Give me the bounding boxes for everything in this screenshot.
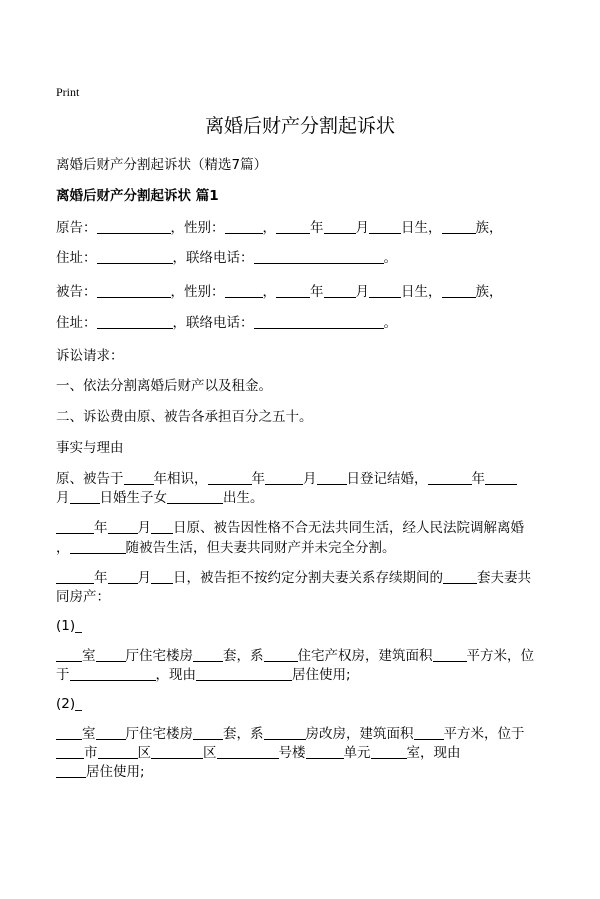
blank-year: [276, 219, 310, 234]
blank: [70, 539, 126, 554]
blank-month: [324, 219, 356, 234]
plaintiff-info-line: 原告： ，性别： ， 年 月 日生， 族，: [56, 220, 503, 236]
address-label: 住址：: [56, 315, 97, 331]
item-1-line-1: [56, 646, 560, 666]
text: 区: [203, 745, 217, 761]
plaintiff-address-line: [56, 248, 560, 268]
text: 年相识，: [153, 471, 208, 487]
defendant-info-line: 被告： ，性别： ， 年 月 日生， 族，: [56, 284, 503, 300]
text: 厅住宅楼房: [125, 726, 193, 742]
blank: [265, 470, 303, 485]
plaintiff-label: 原告：: [56, 220, 97, 236]
ethnicity-label: 族，: [475, 284, 503, 300]
blank: [371, 744, 407, 759]
text: 原、被告于: [56, 471, 124, 487]
blank: [414, 725, 444, 740]
blank: [151, 569, 173, 584]
claims-heading: 诉讼请求：: [56, 348, 124, 364]
blank: [264, 647, 298, 662]
blank-day: [369, 219, 401, 234]
text: 住宅产权房，建筑面积: [297, 648, 433, 664]
item-2-line-1: [56, 724, 560, 744]
facts-3-line-2: 同房产：: [56, 589, 110, 605]
subtitle: 离婚后财产分割起诉状（精选7篇）: [56, 157, 268, 173]
end-mark: 。: [383, 250, 397, 266]
blank: [56, 744, 84, 759]
blank: [196, 666, 292, 681]
text: 月: [56, 490, 70, 506]
ethnicity-label: 族，: [475, 220, 503, 236]
blank: [151, 519, 173, 534]
blank-month: [324, 283, 356, 298]
blank-gender: [225, 283, 263, 298]
blank-plaintiff-name: [97, 219, 171, 234]
year-label: 年: [310, 220, 324, 236]
text: ，现由: [155, 667, 196, 683]
blank-phone: [254, 249, 384, 264]
text: 日原、被告因性格不合无法共同生活，经人民法院调解离婚: [173, 520, 524, 536]
blank: [108, 569, 138, 584]
blank: [124, 470, 154, 485]
text: 月: [303, 471, 317, 487]
birth-label: 日生，: [401, 284, 442, 300]
blank: [317, 470, 347, 485]
item-1-line-2: [56, 665, 560, 685]
defendant-address-line: [56, 313, 560, 333]
blank: [443, 569, 477, 584]
blank: [428, 470, 472, 485]
text: 号楼: [278, 745, 306, 761]
text: 平方米，位: [466, 648, 534, 664]
text: 市: [84, 745, 98, 761]
facts-heading: 事实与理由: [56, 440, 124, 456]
blank: [108, 519, 138, 534]
blank: [217, 744, 279, 759]
month-label: 月: [355, 284, 369, 300]
text: 日登记结婚，: [346, 471, 428, 487]
blank: [96, 725, 126, 740]
claim-2: 二、诉讼费由原、被告各承担百分之五十。: [56, 409, 313, 425]
phone-label: ，联络电话：: [172, 315, 254, 331]
blank-gender: [225, 219, 263, 234]
blank-ethnicity: [442, 283, 476, 298]
item-2-line-3: [56, 762, 560, 782]
blank: [485, 470, 517, 485]
blank: [193, 647, 223, 662]
blank: [56, 725, 82, 740]
gender-label: ，性别：: [170, 284, 225, 300]
text: 平方米，位于: [443, 726, 525, 742]
text: ，: [56, 540, 70, 556]
blank: [208, 470, 252, 485]
blank: [70, 489, 100, 504]
phone-label: ，联络电话：: [172, 250, 254, 266]
facts-3-line-1: [56, 568, 560, 588]
text: 区: [137, 745, 151, 761]
text: 于: [56, 667, 70, 683]
blank: [56, 569, 94, 584]
text: 月: [137, 520, 151, 536]
section-heading: 离婚后财产分割起诉状 篇1: [56, 188, 219, 204]
facts-1-line-1: [56, 469, 560, 489]
blank-year: [276, 283, 310, 298]
page-title: 离婚后财产分割起诉状: [204, 115, 395, 137]
text: 随被告生活，但夫妻共同财产并未完全分割。: [125, 540, 396, 556]
blank-ethnicity: [442, 219, 476, 234]
text: 室: [82, 726, 96, 742]
gender-label: ，性别：: [170, 220, 225, 236]
blank: [193, 725, 223, 740]
facts-2-line-2: [56, 538, 560, 558]
text: 室: [82, 648, 96, 664]
claim-1: 一、依法分割离婚后财产以及租金。: [56, 378, 272, 394]
blank: [56, 763, 86, 778]
print-label: Print: [56, 85, 80, 99]
text: 年: [94, 570, 108, 586]
year-label: 年: [310, 284, 324, 300]
blank: [151, 744, 203, 759]
text: 年: [471, 471, 485, 487]
blank-address: [97, 249, 173, 264]
text: 日婚生子女: [99, 490, 167, 506]
text: 出生。: [223, 490, 264, 506]
address-label: 住址：: [56, 250, 97, 266]
facts-1-line-2: [56, 488, 560, 508]
end-mark: 。: [383, 315, 397, 331]
blank: [56, 647, 82, 662]
text: 居住使用;: [86, 764, 145, 780]
text: 月: [137, 570, 151, 586]
blank: [98, 744, 138, 759]
facts-2-line-1: [56, 518, 560, 538]
blank: [167, 489, 223, 504]
blank: [56, 519, 94, 534]
item-2-line-2: [56, 743, 560, 763]
blank-defendant-name: [97, 283, 171, 298]
text: 室，现由: [406, 745, 461, 761]
text: 套夫妻共: [477, 570, 531, 586]
blank: [264, 725, 306, 740]
text: 日，被告拒不按约定分割夫妻关系存续期间的: [173, 570, 443, 586]
defendant-label: 被告：: [56, 284, 97, 300]
text: 厅住宅楼房: [125, 648, 193, 664]
blank: [96, 647, 126, 662]
item-2-marker: (2)_: [56, 696, 82, 712]
text: 居住使用;: [292, 667, 351, 683]
month-label: 月: [355, 220, 369, 236]
blank-day: [369, 283, 401, 298]
birth-label: 日生，: [401, 220, 442, 236]
blank-phone: [254, 314, 384, 329]
text: 年: [251, 471, 265, 487]
blank: [306, 744, 344, 759]
blank: [70, 666, 156, 681]
text: 套，系: [223, 648, 264, 664]
text: 年: [94, 520, 108, 536]
blank: [433, 647, 467, 662]
text: 房改房，建筑面积: [305, 726, 414, 742]
blank-address: [97, 314, 173, 329]
item-1-marker: (1)_: [56, 618, 82, 634]
text: 单元: [343, 745, 371, 761]
text: 套，系: [223, 726, 264, 742]
